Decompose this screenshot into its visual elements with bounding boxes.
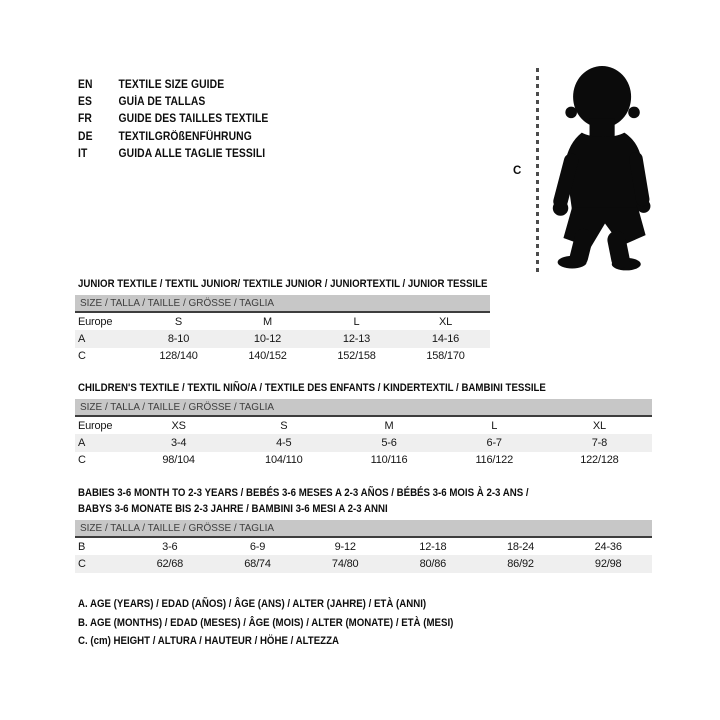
size-cell: XL bbox=[592, 419, 606, 432]
row-label: A bbox=[78, 332, 86, 345]
baby-silhouette-icon bbox=[547, 61, 663, 272]
months-cell: 6-9 bbox=[249, 540, 266, 553]
language-name: GUIDA ALLE TAGLIE TESSILI bbox=[118, 147, 266, 160]
section-title-junior: JUNIOR TEXTILE / TEXTIL JUNIOR/ TEXTILE JUNIOR / JUNIORTEXTIL / JUNIOR TESSILE bbox=[78, 278, 488, 290]
age-cell: 7-8 bbox=[591, 436, 608, 449]
size-table-junior bbox=[75, 295, 490, 365]
age-cell: 6-7 bbox=[486, 436, 502, 449]
height-c-label: C bbox=[513, 165, 522, 177]
months-cell: 12-18 bbox=[419, 540, 447, 553]
age-cell: 12-13 bbox=[342, 332, 371, 345]
row-label: Europe bbox=[78, 419, 113, 432]
height-cell: 158/170 bbox=[426, 350, 465, 363]
age-cell: 3-4 bbox=[170, 436, 187, 449]
section-title-babies-line1: BABIES 3-6 MONTH TO 2-3 YEARS / BEBÉS 3-6 MESES A 2-3 AÑOS / BÉBÉS 3-6 MOIS À 2-3 ANS / bbox=[78, 487, 529, 499]
height-cell: 110/116 bbox=[370, 454, 408, 467]
height-cell: 68/74 bbox=[244, 557, 271, 570]
height-dashed-line bbox=[536, 68, 539, 272]
height-cell: 140/152 bbox=[248, 350, 287, 363]
legend-line-c: C. (cm) HEIGHT / ALTURA / HAUTEUR / HÖHE / ALTEZZA bbox=[78, 635, 340, 648]
table-row-europe bbox=[75, 417, 652, 434]
table-row-height bbox=[75, 555, 652, 572]
height-cell: 92/98 bbox=[594, 557, 622, 570]
legend-line-a: A. AGE (YEARS) / EDAD (AÑOS) / ÂGE (ANS) / ALTER (JAHRE) / ETÀ (ANNI) bbox=[78, 598, 427, 610]
section-title-babies bbox=[78, 485, 529, 517]
size-header-bar: SIZE / TALLA / TAILLE / GRÖSSE / TAGLIA bbox=[75, 295, 490, 313]
height-cell: 116/122 bbox=[475, 454, 513, 467]
language-row bbox=[78, 111, 268, 128]
size-cell: XS bbox=[171, 419, 186, 432]
table-row-age bbox=[75, 330, 490, 347]
row-label: B bbox=[78, 540, 86, 553]
language-code: EN bbox=[78, 79, 93, 91]
table-row-height bbox=[75, 348, 490, 365]
height-cell: 86/92 bbox=[507, 557, 534, 570]
months-cell: 3-6 bbox=[162, 540, 178, 553]
size-cell: L bbox=[353, 315, 360, 328]
height-cell: 122/128 bbox=[580, 454, 619, 467]
months-cell: 9-12 bbox=[334, 540, 356, 553]
age-cell: 4-5 bbox=[276, 436, 292, 449]
row-label: Europe bbox=[78, 315, 113, 328]
language-list bbox=[78, 77, 290, 163]
language-row bbox=[78, 77, 268, 94]
size-cell: XL bbox=[438, 315, 453, 328]
size-table-babies bbox=[75, 520, 652, 573]
height-cell: 128/140 bbox=[159, 350, 198, 363]
language-name: TEXTILE SIZE GUIDE bbox=[118, 79, 225, 91]
height-cell: 74/80 bbox=[331, 557, 359, 570]
size-header-bar: SIZE / TALLA / TAILLE / GRÖSSE / TAGLIA bbox=[75, 520, 652, 538]
height-cell: 98/104 bbox=[162, 454, 195, 467]
language-row bbox=[78, 129, 268, 146]
language-name: GUIDE DES TAILLES TEXTILE bbox=[118, 113, 269, 126]
size-cell: S bbox=[280, 419, 288, 432]
legend-line-b: B. AGE (MONTHS) / EDAD (MESES) / ÂGE (MOIS) / ALTER (MONATE) / ETÀ (MESI) bbox=[78, 616, 454, 629]
age-cell: 5-6 bbox=[381, 436, 397, 449]
size-table-children bbox=[75, 399, 652, 469]
height-cell: 152/158 bbox=[337, 350, 376, 363]
row-label: C bbox=[78, 454, 86, 467]
height-cell: 62/68 bbox=[156, 557, 184, 570]
language-code: FR bbox=[78, 113, 92, 126]
row-label: A bbox=[78, 436, 86, 449]
row-label: C bbox=[78, 350, 86, 363]
height-cell: 80/86 bbox=[419, 557, 447, 570]
table-row-months bbox=[75, 538, 652, 555]
age-cell: 10-12 bbox=[253, 332, 282, 345]
size-header-bar: SIZE / TALLA / TAILLE / GRÖSSE / TAGLIA bbox=[75, 399, 652, 417]
height-cell: 104/110 bbox=[265, 454, 303, 467]
section-title-babies-line2: BABYS 3-6 MONATE BIS 2-3 JAHRE / BAMBINI 3-6 MESI A 2-3 ANNI bbox=[78, 503, 388, 515]
table-row-europe bbox=[75, 313, 490, 330]
language-name: TEXTILGRÖßENFÜHRUNG bbox=[118, 130, 252, 143]
language-row bbox=[78, 94, 268, 111]
language-row bbox=[78, 146, 268, 163]
size-cell: M bbox=[263, 315, 272, 328]
measure-legend bbox=[78, 595, 505, 651]
language-code: ES bbox=[78, 96, 92, 109]
size-cell: M bbox=[384, 419, 394, 432]
language-code: DE bbox=[78, 130, 93, 143]
age-cell: 14-16 bbox=[431, 332, 460, 345]
months-cell: 18-24 bbox=[506, 540, 535, 553]
size-cell: L bbox=[491, 419, 498, 432]
months-cell: 24-36 bbox=[594, 540, 622, 553]
table-row-age bbox=[75, 434, 652, 451]
row-label: C bbox=[78, 557, 86, 570]
section-title-children: CHILDREN'S TEXTILE / TEXTIL NIÑO/A / TEXTILE DES ENFANTS / KINDERTEXTIL / BAMBINI TESSILE bbox=[78, 382, 546, 394]
table-row-height bbox=[75, 452, 652, 469]
age-cell: 8-10 bbox=[167, 332, 190, 345]
language-name: GUÍA DE TALLAS bbox=[118, 96, 206, 109]
language-code: IT bbox=[78, 147, 88, 160]
size-cell: S bbox=[174, 315, 183, 328]
